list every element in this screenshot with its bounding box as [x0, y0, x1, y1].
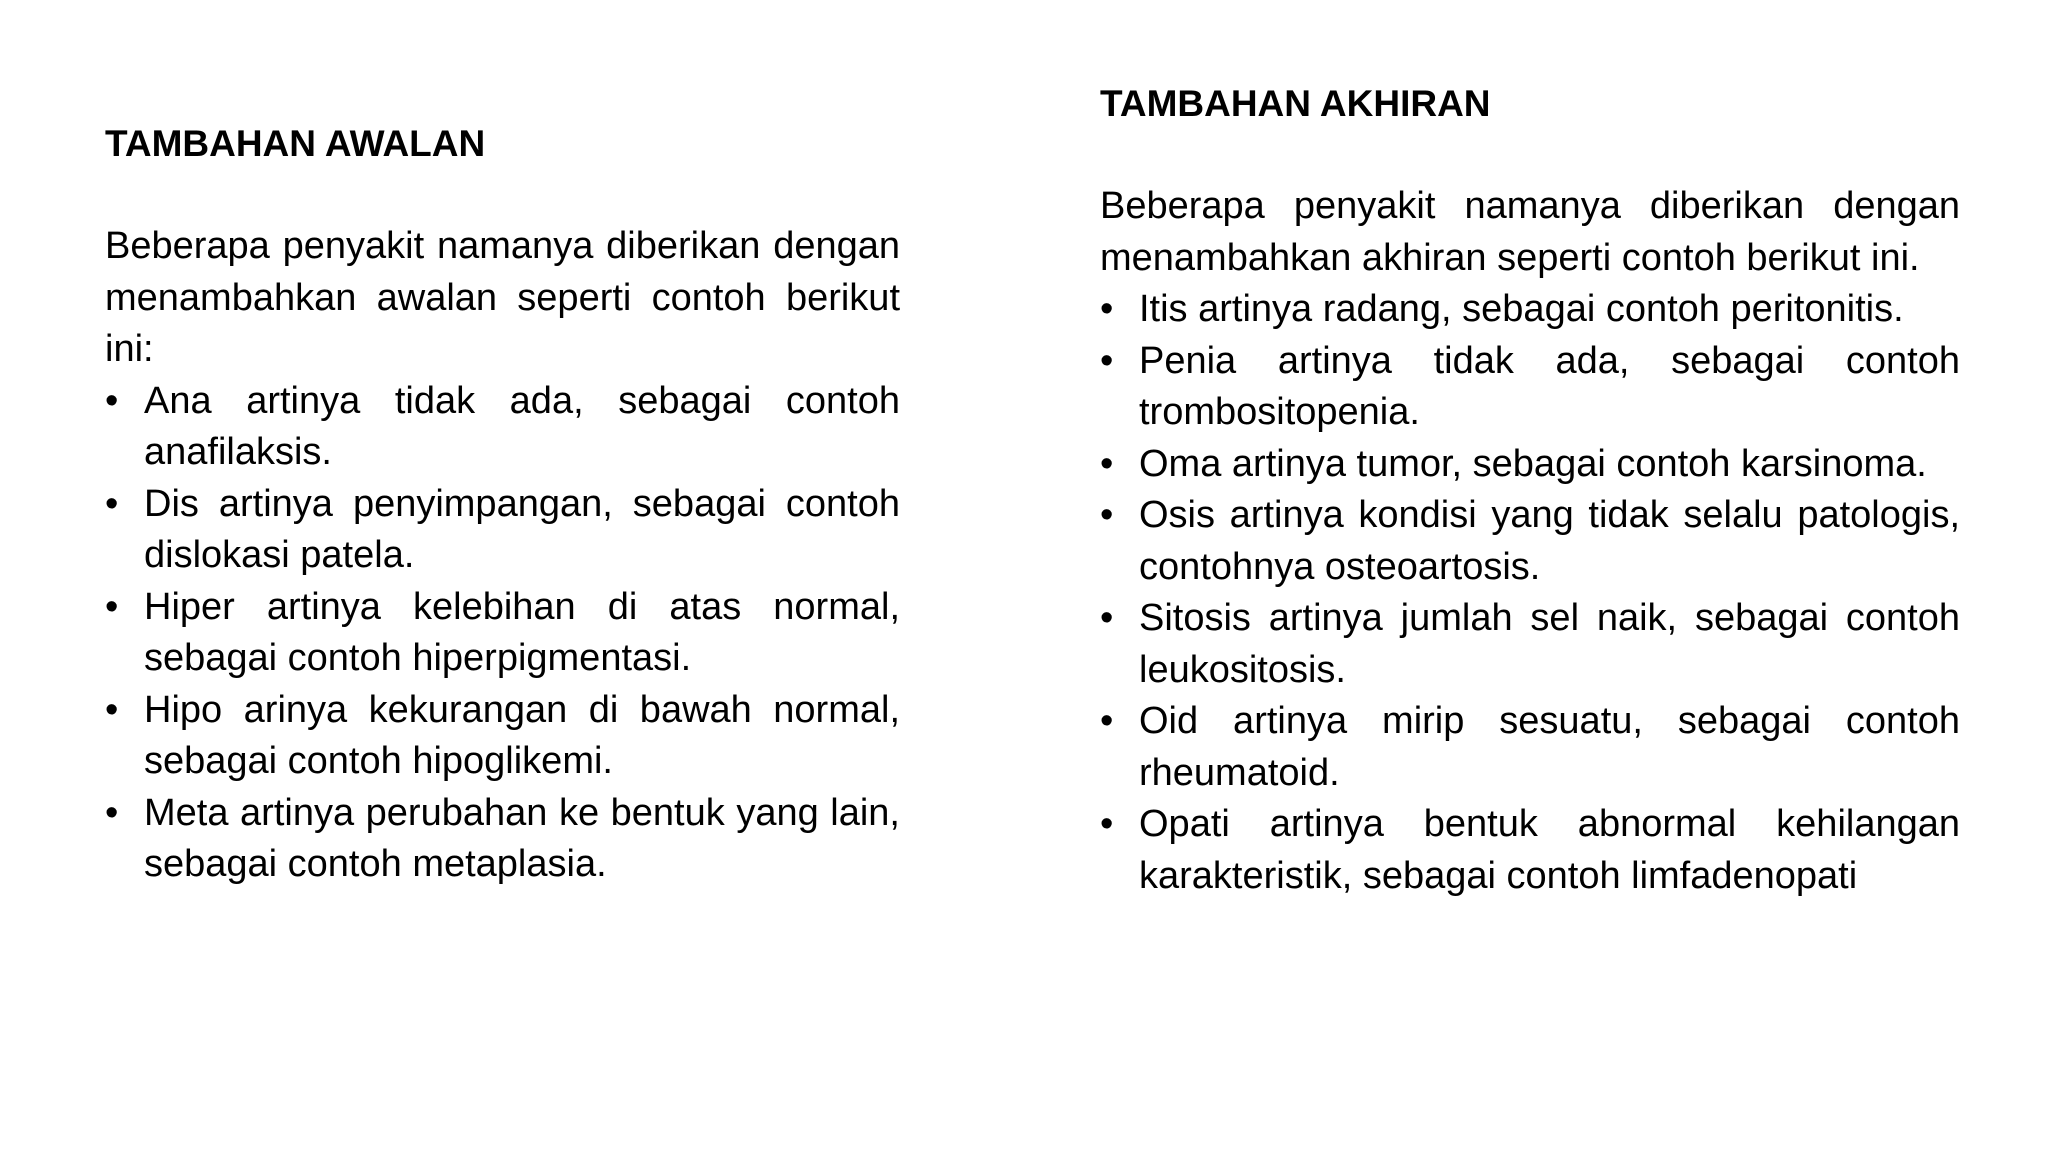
spacer — [105, 170, 900, 222]
prefix-column — [105, 118, 900, 891]
list-item — [1100, 696, 1960, 799]
bullet-icon: • — [1100, 442, 1114, 485]
prefix-list — [105, 376, 900, 891]
list-item-text: Oid artinya mirip sesuatu, sebagai contoh rheumatoid. — [1139, 700, 1960, 794]
list-item-text: Opati artinya bentuk abnormal kehilangan karakteristik, sebagai contoh limfadenopati — [1139, 803, 1960, 897]
list-item — [1100, 490, 1960, 593]
list-item — [1100, 439, 1960, 491]
bullet-icon: • — [1100, 339, 1114, 382]
bullet-icon: • — [1100, 803, 1114, 845]
suffix-column — [1100, 78, 1960, 902]
suffix-list — [1100, 284, 1960, 902]
list-item — [105, 376, 900, 479]
list-item-text: Penia artinya tidak ada, sebagai contoh trombositopenia. — [1139, 339, 1960, 433]
bullet-icon: • — [1100, 288, 1114, 330]
bullet-icon: • — [1100, 494, 1114, 536]
list-item-text: Ana artinya tidak ada, sebagai contoh anafilaksis. — [144, 379, 900, 473]
bullet-icon: • — [105, 585, 119, 628]
list-item-text: Hipo arinya kekurangan di bawah normal, sebagai contoh hipoglikemi. — [144, 688, 900, 782]
list-item-text: Itis artinya radang, sebagai contoh peritonitis. — [1139, 288, 1904, 330]
list-item — [105, 479, 900, 582]
list-item — [1100, 284, 1960, 336]
list-item — [105, 582, 900, 685]
list-item — [1100, 336, 1960, 439]
list-item — [105, 685, 900, 788]
bullet-icon: • — [105, 688, 119, 731]
list-item-text: Sitosis artinya jumlah sel naik, sebagai contoh leukositosis. — [1139, 597, 1960, 691]
spacer — [1100, 130, 1960, 182]
prefix-heading: TAMBAHAN AWALAN — [105, 123, 486, 164]
list-item-text: Oma artinya tumor, sebagai contoh karsinoma. — [1139, 442, 1927, 485]
bullet-icon: • — [105, 482, 119, 525]
list-item — [1100, 799, 1960, 902]
bullet-icon: • — [1100, 700, 1114, 742]
list-item-text: Meta artinya perubahan ke bentuk yang lain, sebagai contoh metaplasia. — [144, 791, 900, 885]
bullet-icon: • — [105, 379, 119, 422]
list-item-text: Hiper artinya kelebihan di atas normal, sebagai contoh hiperpigmentasi. — [144, 585, 900, 679]
list-item-text: Osis artinya kondisi yang tidak selalu patologis, contohnya osteoartosis. — [1139, 494, 1960, 588]
list-item — [1100, 593, 1960, 696]
suffix-heading: TAMBAHAN AKHIRAN — [1100, 83, 1491, 124]
suffix-intro: Beberapa penyakit namanya diberikan dengan menambahkan akhiran seperti contoh berikut ini. — [1100, 185, 1960, 279]
list-item-text: Dis artinya penyimpangan, sebagai contoh dislokasi patela. — [144, 482, 900, 576]
bullet-icon: • — [105, 791, 119, 834]
list-item — [105, 788, 900, 891]
bullet-icon: • — [1100, 597, 1114, 639]
prefix-intro: Beberapa penyakit namanya diberikan dengan menambahkan awalan seperti contoh berikut ini: — [105, 225, 900, 370]
